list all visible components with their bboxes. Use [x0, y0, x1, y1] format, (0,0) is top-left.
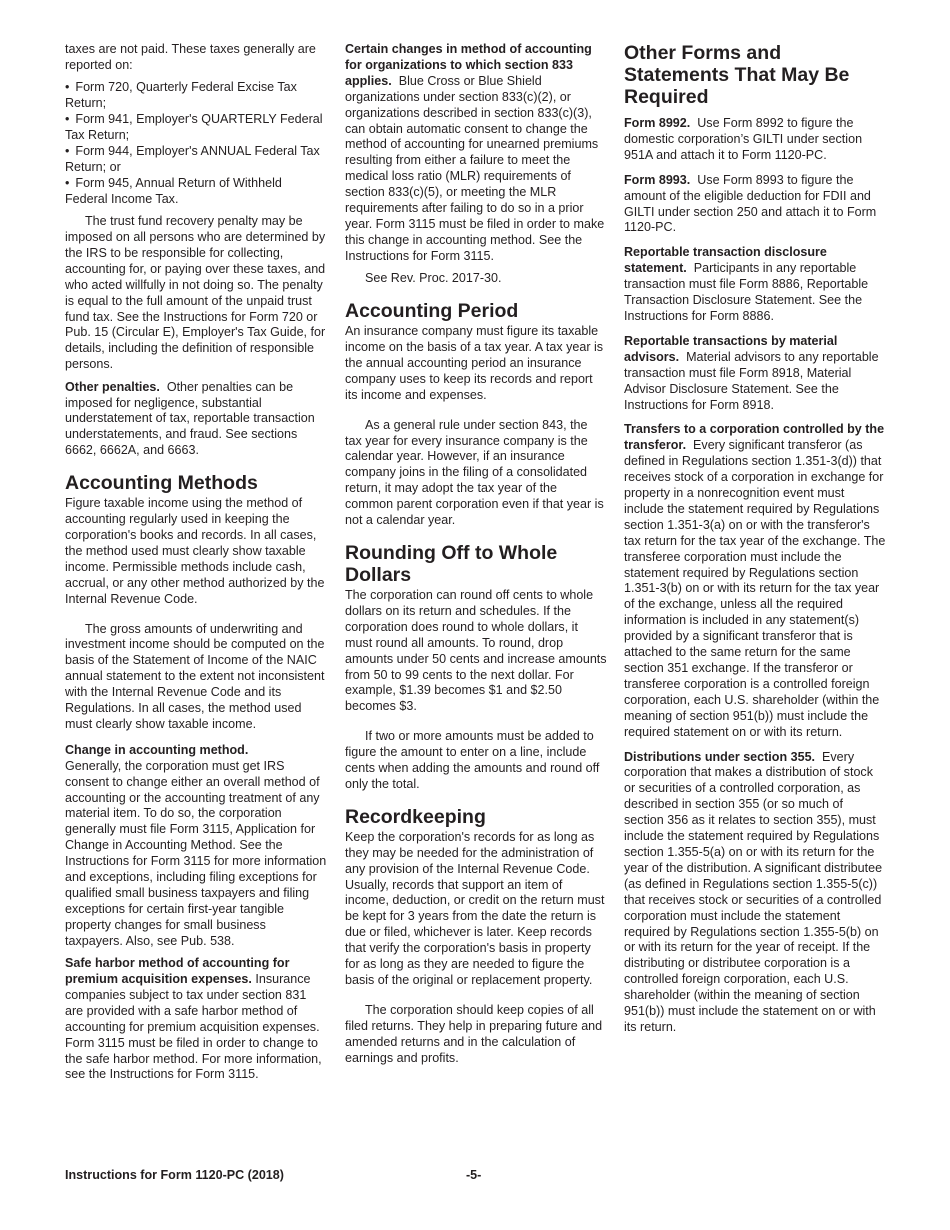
certain-changes-paragraph: Certain changes in method of accounting for organizations to which section 833 applies. Blue Cross or Blue Shield organizations under section 833(c)(2), or organizations described in section 833(c)(3), can obtain automatic consent to change the method of accounting for unearned premiums resulting from either a failure to meet the medical loss ratio (MLR) requirements of section 833(c)(5), or meeting the MLR requirements after failing to do so in a prior year. Form 3115 must be filed in order to make this change in accounting method. See the Instructions for Form 3115. — [345, 42, 605, 263]
transfers-paragraph: Transfers to a corporation controlled by the transferor. Every significant transferor (as defined in Regulations section 1.351-3(d)) that receives stock of a corporation in exchange for property in a nonrecognition event must include the statement required by Regulations section 1.351-3(a) on or with the transferor's tax return for the tax year of the exchange. The transferee corporation must include the statement required by Regulations section 1.351-3(b) on or with its return for the tax year of the exchange, unless all the required information is included in any statement(s) provided by a significant transferor that is attached to the same return for the same section 351 exchange. If the transferor or transferee corporation is a controlled foreign corporation, each U.S. shareholder (within the meaning of section 951(b)) must include the required statement on or with its return. — [624, 422, 886, 739]
list-item: • Form 720, Quarterly Federal Excise Tax Return; — [65, 80, 297, 111]
list-item: • Form 944, Employer's ANNUAL Federal Tax Return; or — [65, 143, 320, 174]
form-bullet-list — [65, 80, 327, 207]
column-right — [624, 42, 886, 1042]
other-forms-heading: Other Forms and Statements That May Be Required — [624, 42, 850, 108]
distributions-paragraph: Distributions under section 355. Every corporation that makes a distribution of stock or securities of a controlled corporation, as described in section 355 (or so much of section 356 as it relates to section 355), must include the statement required by Regulations section 1.355-5(a) on or with its return for the year of the distribution. A significant distributee (as defined in Regulations section 1.355-5(c)) that receives stock or securities of a controlled corporation must include the statement required by Regulations section 1.355-5(b) on or with its return for the year of receipt. If the distributing or distributee corporation is a controlled foreign corporation, each U.S. shareholder (within the meaning of section 951(b)) must include the statement on or with its return. — [624, 749, 883, 1034]
accounting-period-heading: Accounting Period — [345, 300, 519, 323]
change-method-paragraph: Change in accounting method. Generally, the corporation must get IRS consent to change either an overall method of accounting or the accounting treatment of any material item. To do so, the corporation generally must file Form 3115, Application for Change in Accounting Method. See the Instructions for Form 3115 for more information and exceptions, including filing exceptions for qualified small business taxpayers and filing exceptions for certain first-year tangible property changes for small business taxpayers. Also, see Pub. 538. — [65, 742, 327, 948]
form-8993-paragraph: Form 8993. Use Form 8993 to figure the amount of the eligible deduction for FDII and GILTI under section 250 and attach it to Form 1120-PC. — [624, 172, 877, 235]
form-8992-paragraph: Form 8992. Use Form 8992 to figure the domestic corporation’s GILTI under section 951A and attach it to Form 1120-PC. — [624, 116, 863, 162]
rounding-heading: Rounding Off to Whole Dollars — [345, 541, 558, 586]
rev-proc-reference: See Rev. Proc. 2017-30. — [365, 271, 502, 286]
rounding-paragraph-2: If two or more amounts must be added to figure the amount to enter on a line, include cents when adding the amounts and round off only the total. — [345, 729, 600, 791]
material-advisors-paragraph: Reportable transactions by material advisors. Material advisors to any reportable transaction must file Form 8918, Material Advisor Disclosure Statement. See the Instructions for Form 8918. — [624, 333, 879, 412]
page-number: -5- — [466, 1168, 482, 1182]
trust-fund-paragraph: The trust fund recovery penalty may be imposed on all persons who are determined by the IRS to be responsible for collecting, accounting for, or paying over these taxes, and who acted willfully in not doing so. The penalty is equal to the full amount of the unpaid trust fund tax. See the Instructions for Form 720 or Pub. 15 (Circular E), Employer's Tax Guide, for details, including the definition of responsible persons. — [65, 214, 326, 372]
column-left — [65, 42, 327, 1090]
intro-paragraph: taxes are not paid. These taxes generally are reported on: — [65, 42, 316, 72]
accounting-methods-heading: Accounting Methods — [65, 472, 258, 495]
recordkeeping-heading: Recordkeeping — [345, 805, 486, 828]
reportable-disclosure-paragraph: Reportable transaction disclosure statement. Participants in any reportable transaction must file Form 8886, Reportable Transaction Disclosure Statement. See the Instructions for Form 8886. — [624, 245, 869, 323]
accounting-methods-paragraph-2: The gross amounts of underwriting and investment income should be computed on the basis of the Statement of Income of the NAIC annual statement to the extent not inconsistent with the Internal Revenue Code and its Regulations. In all cases, the method used must clearly show taxable income. — [65, 621, 325, 731]
list-item: • Form 941, Employer's QUARTERLY Federal Tax Return; — [65, 112, 323, 143]
safe-harbor-paragraph: Safe harbor method of accounting for premium acquisition expenses. Insurance companies subject to tax under section 831 are provided with a safe harbor method of accounting for premium acquisition expenses. Form 3115 must be filed in order to change to the safe harbor method. For more information, see the Instructions for Form 3115. — [65, 956, 322, 1082]
footer-form-title: Instructions for Form 1120-PC (2018) — [65, 1168, 284, 1182]
column-middle — [345, 42, 607, 1073]
accounting-period-paragraph-2: As a general rule under section 843, the tax year for every insurance company is the calendar year. However, if an insurance company joins in the filing of a consolidated return, it may adopt the tax year of the common parent corporation even if that year is not a calendar year. — [345, 417, 604, 528]
rounding-paragraph-1: The corporation can round off cents to whole dollars on its return and schedules. If the corporation does round to whole dollars, it must round all amounts. To round, drop amounts under 50 cents and increase amounts from 50 to 99 cents to the next dollar. For example, $1.39 becomes $1 and $2.50 becomes $3. — [345, 587, 607, 714]
recordkeeping-paragraph-2: The corporation should keep copies of all filed returns. They help in preparing future and amended returns and in the calculation of earnings and profits. — [345, 1002, 603, 1065]
accounting-methods-paragraph-1: Figure taxable income using the method of accounting regularly used in keeping the corporation's books and records. In all cases, the method used must clearly show taxable income. Permissible methods include cash, accrual, or any other method authorized by the Internal Revenue Code. — [65, 496, 325, 606]
other-penalties-paragraph: Other penalties. Other penalties can be imposed for negligence, substantial understatement of tax, reportable transaction understatements, and fraud. See sections 6662, 6662A, and 6663. — [65, 379, 315, 458]
recordkeeping-paragraph-1: Keep the corporation's records for as long as they may be needed for the administration of any provision of the Internal Revenue Code. Usually, records that support an item of income, deduction, or credit on the return must be kept for 3 years from the date the return is due or filed, whichever is later. Keep records that verify the corporation's basis in property for as long as they are needed to figure the basis of the original or replacement property. — [345, 829, 605, 987]
list-item: • Form 945, Annual Return of Withheld Federal Income Tax. — [65, 175, 282, 206]
accounting-period-paragraph-1: An insurance company must figure its taxable income on the basis of a tax year. A tax year is the annual accounting period an insurance company uses to keep its records and report its income and expenses. — [345, 324, 604, 402]
